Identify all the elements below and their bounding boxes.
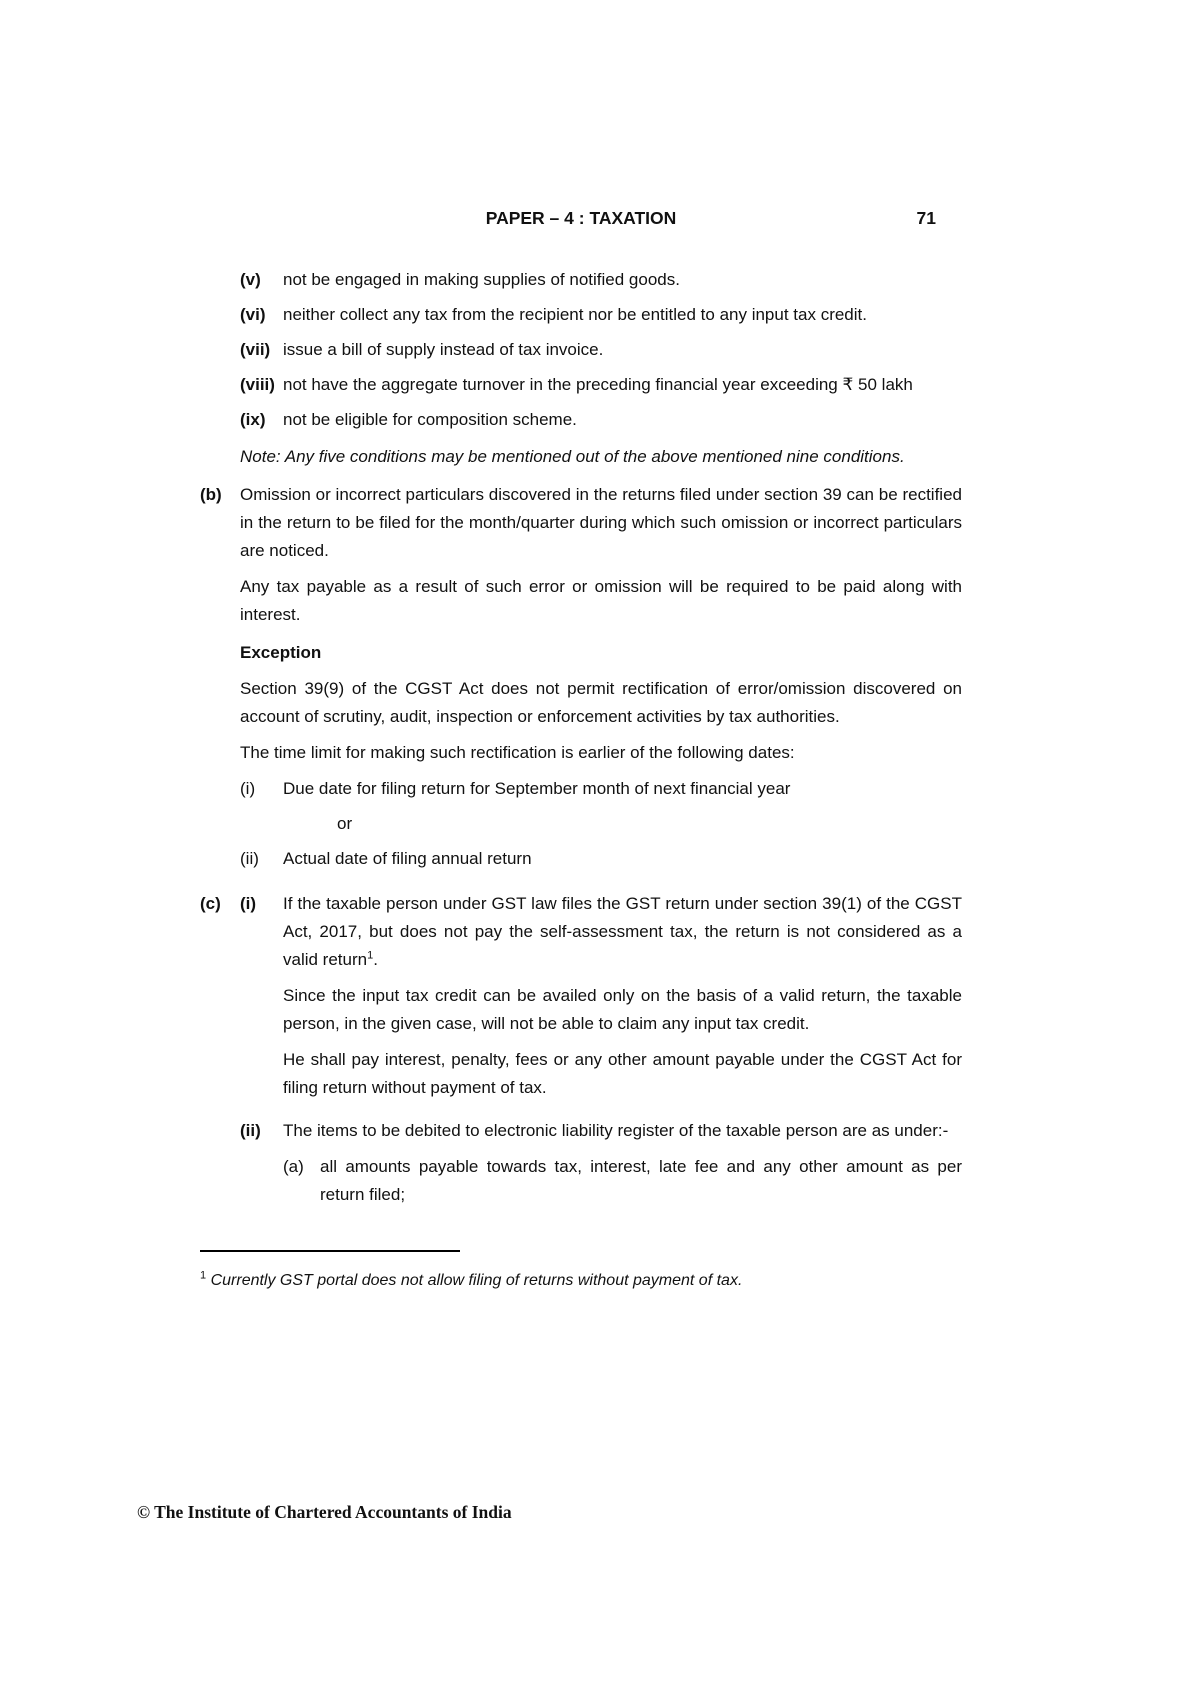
list-item-v [240,266,962,294]
list-marker: (vii) [240,340,271,359]
paragraph: He shall pay interest, penalty, fees or any other amount payable under the CGST Act for filing return without payment of tax. [283,1050,962,1097]
page-title: PAPER – 4 : TAXATION [485,208,677,228]
page-footer: © The Institute of Chartered Accountants of India [137,1502,512,1522]
section-b-body [240,481,962,880]
list-item-ix [240,406,962,434]
footnote-reference: 1 [367,949,374,962]
page-number: 71 [916,208,936,228]
sub-item-text: Due date for filing return for September month of next financial year [283,779,791,798]
list-item-vii [240,336,962,364]
list-item-vi [240,301,962,329]
paragraph: Since the input tax credit can be availed only on the basis of a valid return, the taxable person, in the given case, will not be able to claim any input tax credit. [283,986,962,1033]
paragraph: Any tax payable as a result of such error or omission will be required to be paid along with interest. [240,577,962,624]
sub-item-marker: (ii) [240,1121,261,1140]
paragraph: The items to be debited to electronic liability register of the taxable person are as under:- [283,1121,949,1140]
sub-item-a [283,1153,962,1209]
list-marker: (v) [240,270,261,289]
section-c [200,890,962,1216]
exception-heading: Exception [240,643,322,662]
list-marker: (ix) [240,410,266,429]
section-b-marker: (b) [200,485,222,504]
list-item-viii [240,371,962,399]
footnote-text: Currently GST portal does not allow filing of returns without payment of tax. [210,1272,743,1289]
footnote-marker: 1 [200,1269,207,1282]
sub-item-ii [240,1117,962,1209]
section-c-body [240,890,962,1216]
sub-item-marker: (i) [240,779,256,798]
sub-item-body [283,1117,962,1209]
sub-item-i [240,775,962,803]
list-text: not be engaged in making supplies of notified goods. [283,270,680,289]
sub-item-i [240,890,962,1110]
page-header [200,204,962,232]
sub-item-text: Actual date of filing annual return [283,849,532,868]
sub-item-marker: (ii) [240,849,259,868]
page-content [200,266,962,1294]
list-text: not be eligible for composition scheme. [283,410,577,429]
paragraph [283,890,962,974]
section-c-marker: (c) [200,894,221,913]
section-b [200,481,962,880]
sub-item-body [283,890,962,1110]
paragraph: Omission or incorrect particulars discovered in the returns filed under section 39 can be rectified in the return to be filed for the month/quarter during which such omission or incorrect particulars are noticed. [240,485,962,560]
paragraph: The time limit for making such rectification is earlier of the following dates: [240,743,795,762]
paragraph: Section 39(9) of the CGST Act does not permit rectification of error/omission discovered on account of scrutiny, audit, inspection or enforcement activities by tax authorities. [240,679,962,726]
note-text: Note: Any five conditions may be mentioned out of the above mentioned nine conditions. [240,447,905,466]
sub-item-ii [240,845,962,873]
or-connector: or [337,814,353,833]
list-text: neither collect any tax from the recipient nor be entitled to any input tax credit. [283,305,867,324]
sub-item-marker: (a) [283,1157,304,1176]
paragraph-text: If the taxable person under GST law files the GST return under section 39(1) of the CGST Act, 2017, but does not pay the self-assessment tax, the return is not considered as a valid return [283,894,962,969]
footnote [200,1268,962,1294]
list-marker: (viii) [240,375,275,394]
list-text: issue a bill of supply instead of tax invoice. [283,340,604,359]
list-text: not have the aggregate turnover in the preceding financial year exceeding ₹ 50 lakh [283,375,913,394]
paragraph-text: . [373,950,378,969]
footnote-rule [200,1250,460,1252]
list-marker: (vi) [240,305,266,324]
sub-item-marker: (i) [240,894,257,913]
sub-item-text: all amounts payable towards tax, interest, late fee and any other amount as per return filed; [320,1157,962,1204]
